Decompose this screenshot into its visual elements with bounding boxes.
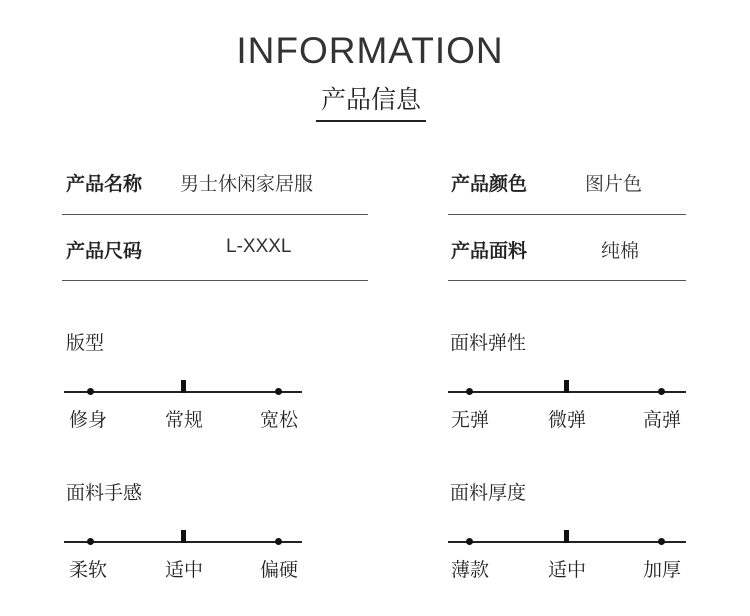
scale-dot bbox=[87, 538, 94, 545]
spec-value-fabric: 纯棉 bbox=[601, 240, 640, 262]
spec-divider bbox=[448, 214, 686, 215]
scale-option-elasticity-3: 高弹 bbox=[642, 409, 681, 431]
scale-selected-marker bbox=[564, 380, 569, 393]
spec-value-size: L-XXXL bbox=[226, 236, 292, 257]
scale-selected-marker bbox=[181, 380, 186, 393]
scale-selected-marker bbox=[181, 530, 186, 543]
scale-option-fit-3: 宽松 bbox=[259, 409, 298, 431]
spec-label-fabric: 产品面料 bbox=[451, 240, 528, 262]
scale-dot bbox=[87, 388, 94, 395]
scale-option-thickness-1: 薄款 bbox=[450, 559, 489, 581]
scale-option-thickness-2: 适中 bbox=[547, 559, 586, 581]
scale-option-feel-3: 偏硬 bbox=[259, 559, 298, 581]
scale-title-fit: 版型 bbox=[66, 332, 105, 354]
spec-value-name: 男士休闲家居服 bbox=[180, 173, 314, 195]
page-title-cn: 产品信息 bbox=[320, 85, 421, 114]
spec-divider bbox=[62, 214, 368, 215]
spec-label-size: 产品尺码 bbox=[66, 240, 143, 262]
spec-divider bbox=[448, 280, 686, 281]
spec-label-color: 产品颜色 bbox=[451, 173, 528, 195]
spec-value-color: 图片色 bbox=[585, 173, 643, 195]
scale-selected-marker bbox=[564, 530, 569, 543]
scale-dot bbox=[658, 388, 665, 395]
scale-dot bbox=[658, 538, 665, 545]
scale-dot bbox=[275, 538, 282, 545]
spec-divider bbox=[62, 280, 368, 281]
scale-option-elasticity-1: 无弹 bbox=[450, 409, 489, 431]
scale-option-feel-1: 柔软 bbox=[68, 559, 107, 581]
scale-option-fit-1: 修身 bbox=[68, 409, 107, 431]
scale-dot bbox=[466, 538, 473, 545]
scale-option-fit-2: 常规 bbox=[164, 409, 203, 431]
title-underline bbox=[316, 120, 426, 122]
scale-option-feel-2: 适中 bbox=[164, 559, 203, 581]
scale-option-elasticity-2: 微弹 bbox=[547, 409, 586, 431]
spec-label-name: 产品名称 bbox=[66, 173, 143, 195]
page-title-en: INFORMATION bbox=[236, 30, 504, 71]
scale-dot bbox=[275, 388, 282, 395]
scale-dot bbox=[466, 388, 473, 395]
scale-title-feel: 面料手感 bbox=[66, 482, 143, 504]
scale-title-elasticity: 面料弹性 bbox=[450, 332, 527, 354]
scale-option-thickness-3: 加厚 bbox=[642, 559, 681, 581]
scale-title-thickness: 面料厚度 bbox=[450, 482, 527, 504]
